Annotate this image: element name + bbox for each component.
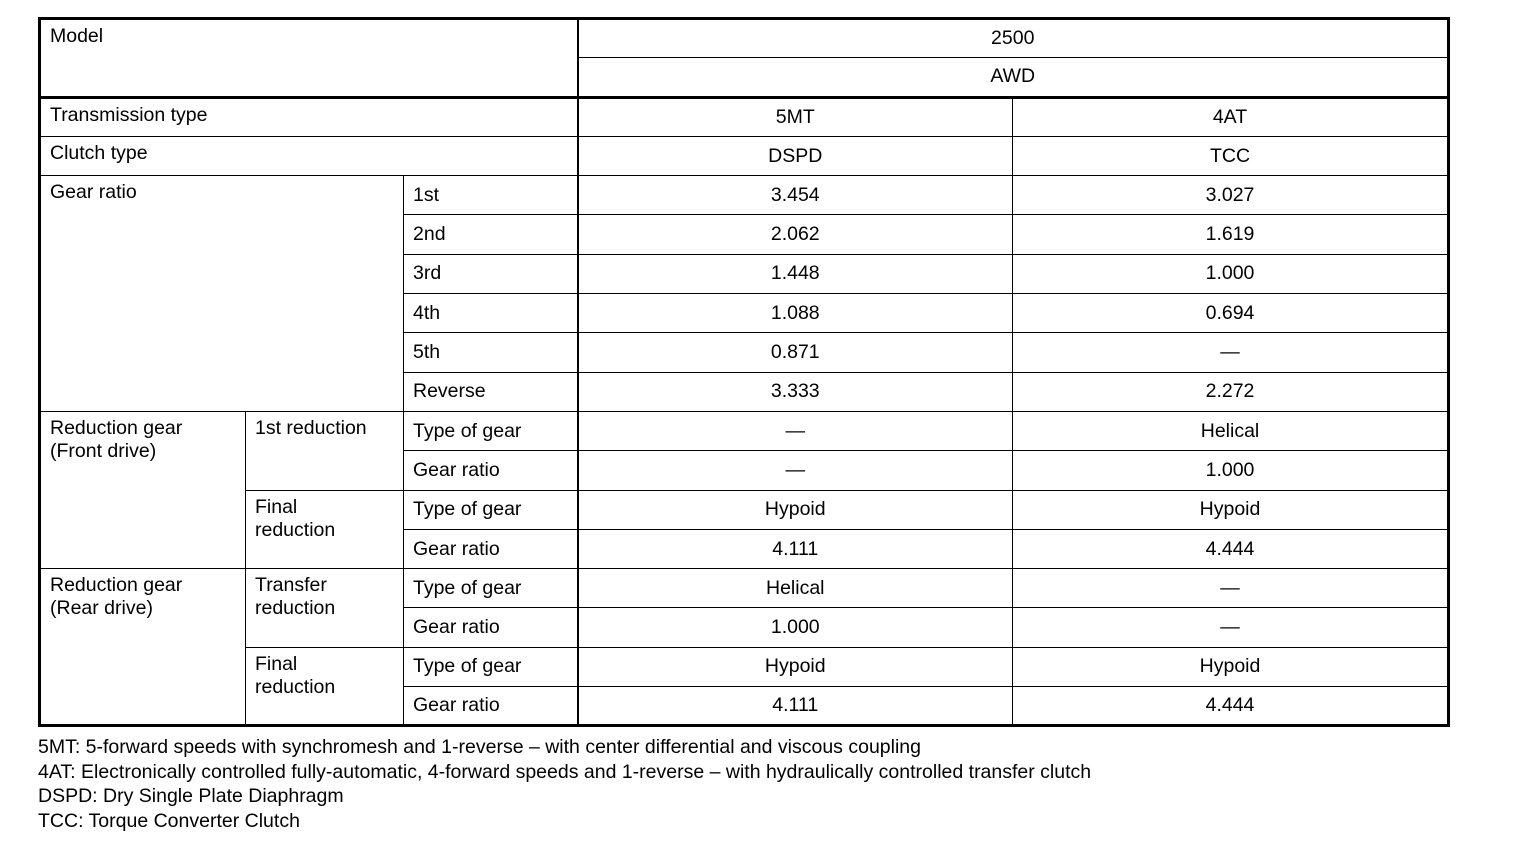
model-value: 2500 (578, 19, 1449, 58)
front-first-type-row (40, 411, 1449, 450)
footnotes (38, 735, 1091, 833)
gear-name: 2nd (404, 215, 578, 254)
front-final-type-row (40, 490, 1449, 529)
rear-final-ratio-4at: 4.444 (1013, 687, 1449, 726)
rear-transfer-type-5mt: Helical (578, 569, 1013, 608)
gear-4at-value: 0.694 (1013, 294, 1449, 333)
transmission-label: Transmission type (40, 97, 578, 136)
front-final-type-4at: Hypoid (1013, 490, 1449, 529)
front-final-ratio-5mt: 4.111 (578, 529, 1013, 568)
gear-4at-value: 1.619 (1013, 215, 1449, 254)
transmission-row (40, 97, 1449, 136)
gear-5mt-value: 1.448 (578, 254, 1013, 293)
gear-ratio-label: Gear ratio (40, 176, 404, 412)
front-first-reduction-label: 1st reduction (246, 411, 404, 490)
rear-final-type-row (40, 647, 1449, 686)
front-first-ratio-4at: 1.000 (1013, 451, 1449, 490)
gear-name: 5th (404, 333, 578, 372)
clutch-row (40, 136, 1449, 175)
rear-transfer-type-4at: — (1013, 569, 1449, 608)
rear-transfer-ratio-5mt: 1.000 (578, 608, 1013, 647)
gear-5mt-value: 0.871 (578, 333, 1013, 372)
item-label: Gear ratio (404, 451, 578, 490)
gear-4at-value: 1.000 (1013, 254, 1449, 293)
gear-4at-value: 2.272 (1013, 372, 1449, 411)
gear-5mt-value: 3.454 (578, 176, 1013, 215)
transmission-5mt: 5MT (578, 97, 1013, 136)
rear-transfer-ratio-4at: — (1013, 608, 1449, 647)
front-final-ratio-4at: 4.444 (1013, 529, 1449, 568)
transmission-spec-table (38, 17, 1450, 727)
model-label: Model (40, 19, 578, 98)
clutch-label: Clutch type (40, 136, 578, 175)
gear-name: 1st (404, 176, 578, 215)
rear-transfer-reduction-label: Transfer reduction (246, 569, 404, 648)
footnote-dspd: DSPD: Dry Single Plate Diaphragm (38, 785, 344, 807)
item-label: Gear ratio (404, 529, 578, 568)
rear-final-type-5mt: Hypoid (578, 647, 1013, 686)
item-label: Type of gear (404, 411, 578, 450)
footnote-5mt: 5MT: 5-forward speeds with synchromesh and 1-reverse – with center differential and viscous coupling (38, 736, 921, 758)
gear-4at-value: — (1013, 333, 1449, 372)
front-first-type-5mt: — (578, 411, 1013, 450)
rear-final-type-4at: Hypoid (1013, 647, 1449, 686)
item-label: Type of gear (404, 490, 578, 529)
item-label: Gear ratio (404, 608, 578, 647)
gear-name: Reverse (404, 372, 578, 411)
gear-5mt-value: 3.333 (578, 372, 1013, 411)
gear-row (40, 176, 1449, 215)
item-label: Type of gear (404, 569, 578, 608)
gear-4at-value: 3.027 (1013, 176, 1449, 215)
rear-transfer-type-row (40, 569, 1449, 608)
model-row (40, 19, 1449, 58)
rear-drive-label: Reduction gear (Rear drive) (40, 569, 246, 726)
gear-5mt-value: 2.062 (578, 215, 1013, 254)
rear-final-reduction-label: Final reduction (246, 647, 404, 726)
footnote-4at: 4AT: Electronically controlled fully-automatic, 4-forward speeds and 1-reverse – with hydraulically controlled transfer clutch (38, 760, 1092, 783)
footnote-tcc: TCC: Torque Converter Clutch (38, 809, 300, 832)
front-first-ratio-5mt: — (578, 451, 1013, 490)
item-label: Type of gear (404, 647, 578, 686)
clutch-5mt: DSPD (578, 136, 1013, 175)
front-final-type-5mt: Hypoid (578, 490, 1013, 529)
clutch-4at: TCC (1013, 136, 1449, 175)
front-drive-label: Reduction gear (Front drive) (40, 411, 246, 568)
gear-name: 4th (404, 294, 578, 333)
item-label: Gear ratio (404, 687, 578, 726)
front-first-type-4at: Helical (1013, 411, 1449, 450)
gear-name: 3rd (404, 254, 578, 293)
front-final-reduction-label: Final reduction (246, 490, 404, 569)
rear-final-ratio-5mt: 4.111 (578, 687, 1013, 726)
transmission-4at: 4AT (1013, 97, 1449, 136)
drive-value: AWD (578, 58, 1449, 97)
gear-5mt-value: 1.088 (578, 294, 1013, 333)
